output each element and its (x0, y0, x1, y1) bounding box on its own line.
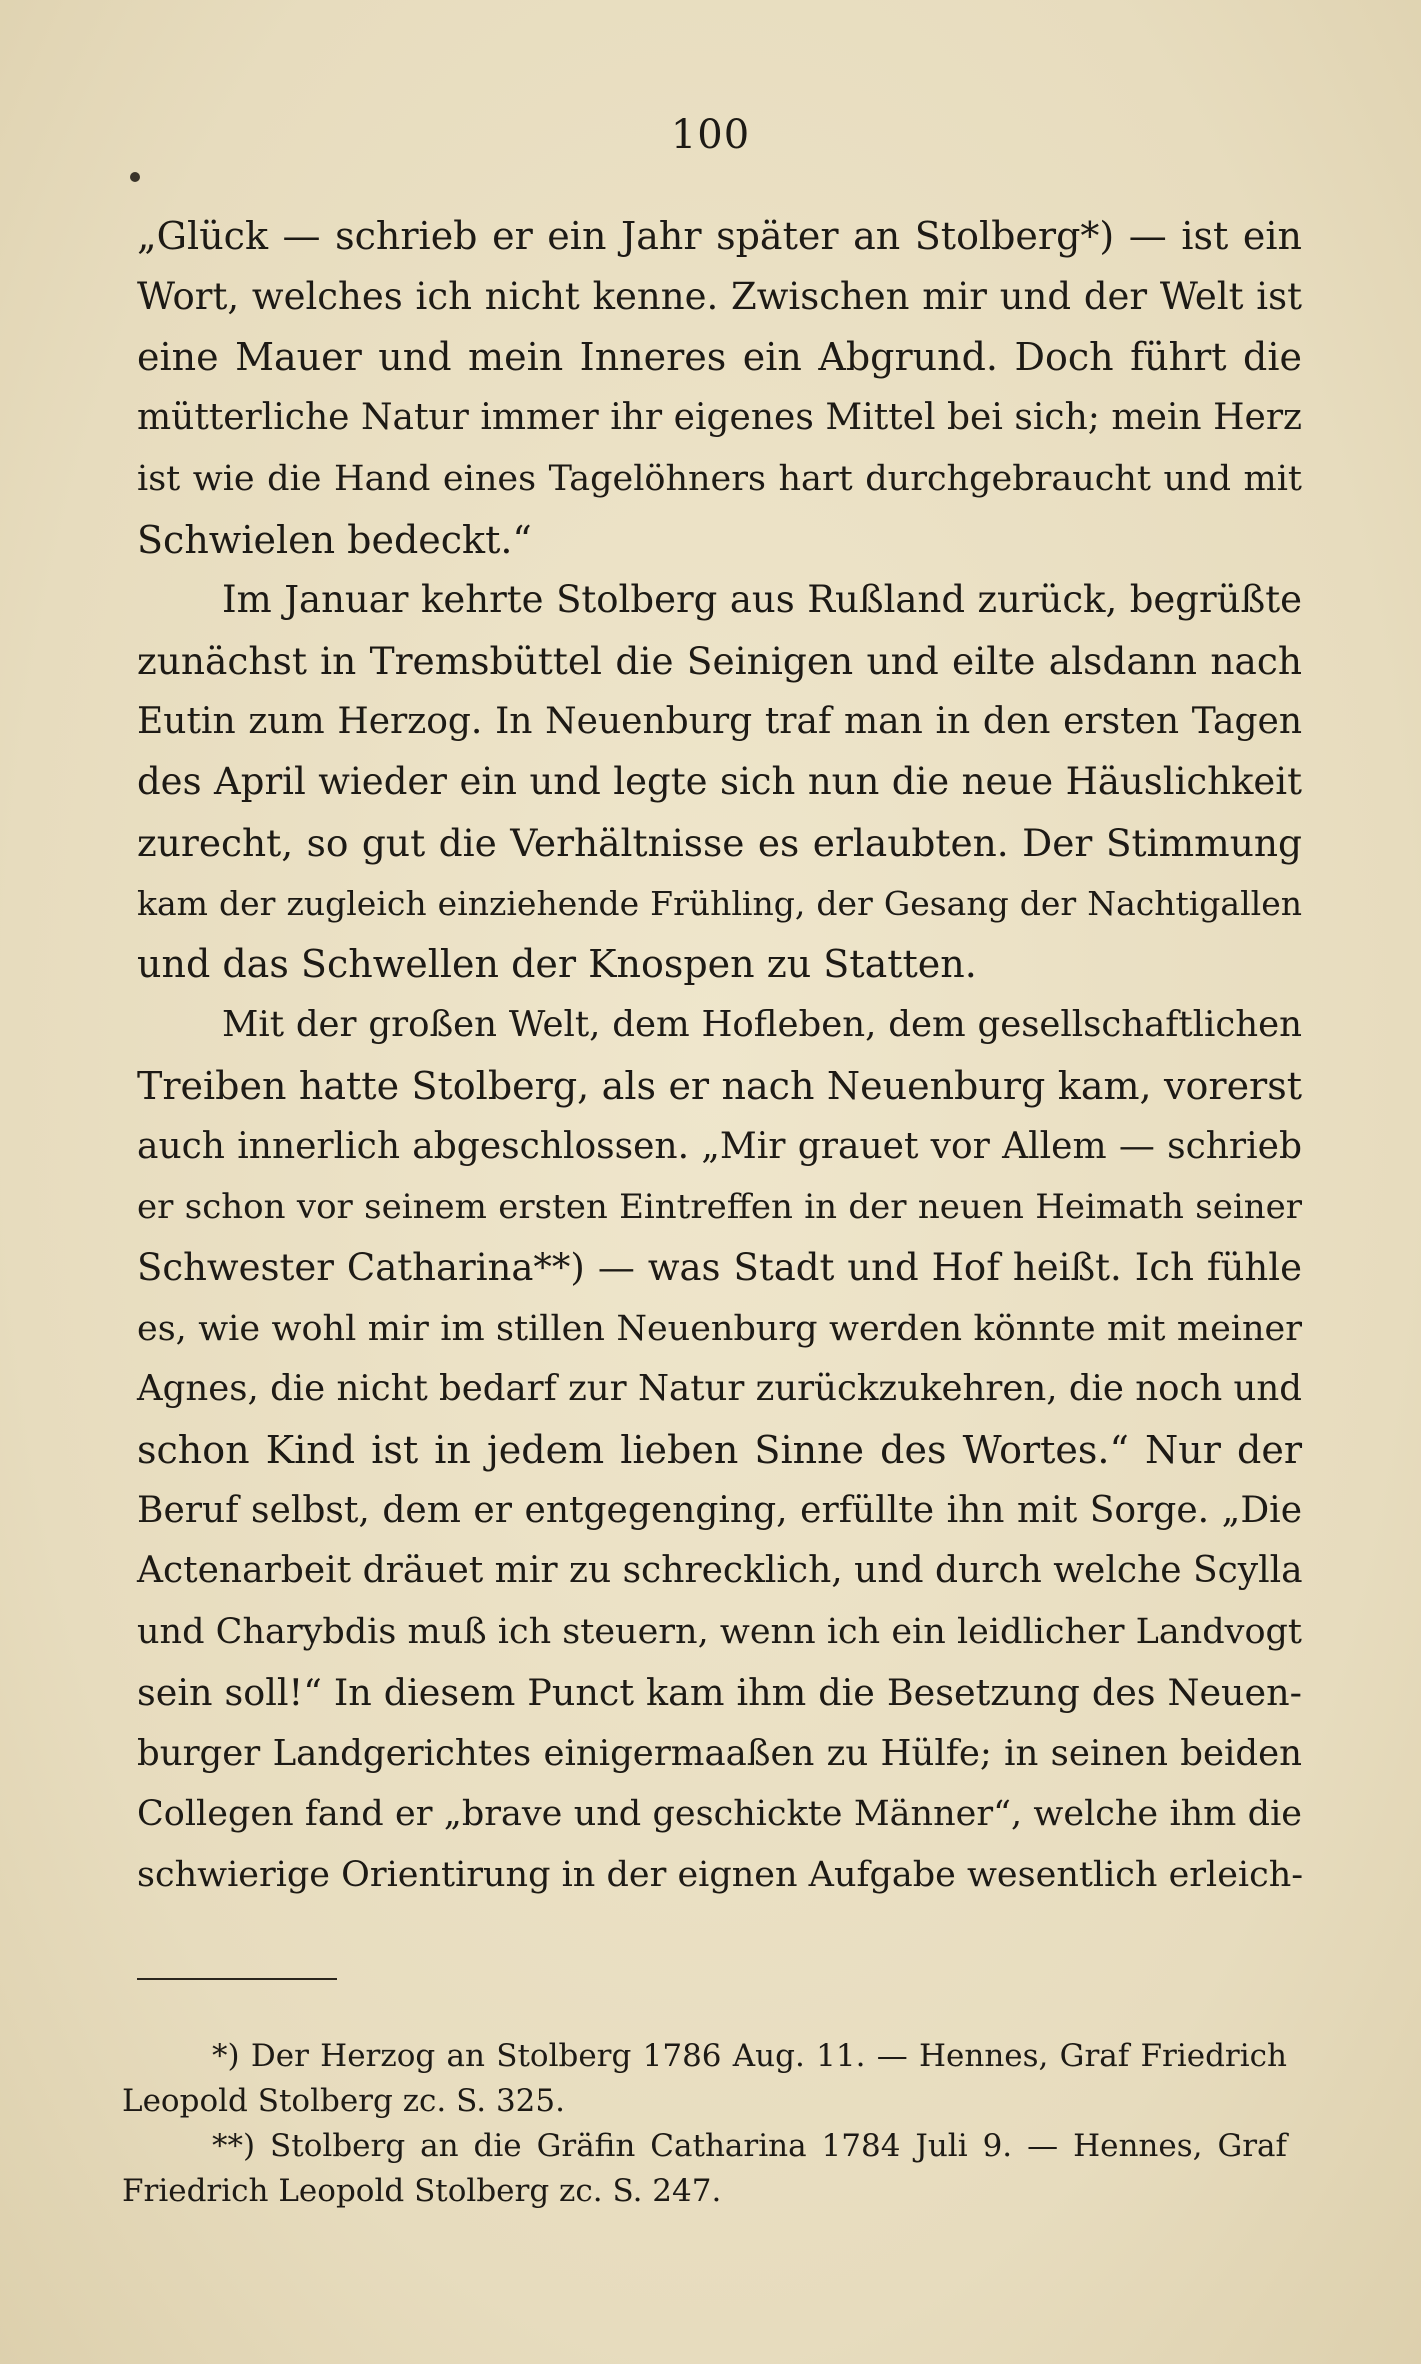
page-number: 100 (670, 112, 751, 158)
text-line: sein soll!“ In diesem Punct kam ihm die Besetzung des Neuen- (137, 1670, 1302, 1714)
text-line: Actenarbeit dräuet mir zu schrecklich, und durch welche Scylla (137, 1550, 1303, 1592)
text-line: Wort, welches ich nicht kenne. Zwischen mir und der Welt ist (137, 274, 1302, 318)
text-line: Eutin zum Herzog. In Neuenburg traf man in den ersten Tagen (137, 700, 1302, 742)
text-line: und Charybdis muß ich steuern, wenn ich ein leidlicher Landvogt (137, 1612, 1302, 1653)
footnote-line: *) Der Herzog an Stolberg 1786 Aug. 11. — Hennes, Graf Friedrich (212, 2038, 1287, 2074)
text-line: kam der zugleich einziehende Frühling, der Gesang der Nachtigallen (137, 883, 1302, 923)
text-line: ist wie die Hand eines Tagelöhners hart durchgebraucht und mit (137, 458, 1302, 499)
text-line: Im Januar kehrte Stolberg aus Rußland zurück, begrüßte (222, 578, 1302, 622)
text-line: zunächst in Tremsbüttel die Seinigen und eilte alsdann nach (137, 638, 1302, 683)
text-line: des April wieder ein und legte sich nun die neue Häuslichkeit (137, 760, 1302, 804)
text-line: zurecht, so gut die Verhältnisse es erlaubten. Der Stimmung (137, 821, 1302, 866)
text-line: es, wie wohl mir im stillen Neuenburg werden könnte mit meiner (137, 1308, 1302, 1349)
text-line: und das Schwellen der Knospen zu Statten. (137, 942, 977, 987)
text-line: eine Mauer und mein Inneres ein Abgrund. Doch führt die (137, 335, 1302, 380)
text-line: auch innerlich abgeschlossen. „Mir grauet vor Allem — schrieb (137, 1125, 1302, 1167)
text-line: „Glück — schrieb er ein Jahr später an Stolberg*) — ist ein (137, 214, 1302, 258)
text-line: Mit der großen Welt, dem Hofleben, dem gesellschaftlichen (222, 1004, 1302, 1046)
footnote-rule (137, 1978, 337, 1980)
footnote-line: Friedrich Leopold Stolberg zc. S. 247. (122, 2173, 722, 2209)
text-line: mütterliche Natur immer ihr eigenes Mittel bei sich; mein Herz (137, 397, 1302, 439)
footnote-line: **) Stolberg an die Gräfin Catharina 1784 Juli 9. — Hennes, Graf (212, 2128, 1287, 2164)
body-text (137, 206, 1302, 1906)
text-line: Collegen fand er „brave und geschickte Männer“, welche ihm die (137, 1794, 1302, 1835)
text-line: Agnes, die nicht bedarf zur Natur zurückzukehren, die noch und (137, 1368, 1302, 1410)
text-line: Beruf selbst, dem er entgegenging, erfüllte ihn mit Sorge. „Die (137, 1489, 1302, 1531)
text-line: schon Kind ist in jedem lieben Sinne des Wortes.“ Nur der (137, 1428, 1302, 1473)
text-line: Treiben hatte Stolberg, als er nach Neuenburg kam, vorerst (137, 1063, 1302, 1108)
text-line: Schwielen bedeckt.“ (137, 517, 532, 562)
footnotes (122, 2034, 1287, 2214)
text-line: Schwester Catharina**) — was Stadt und Hof heißt. Ich fühle (137, 1245, 1302, 1289)
text-line: schwierige Orientirung in der eignen Aufgabe wesentlich erleich- (137, 1854, 1304, 1895)
text-line: burger Landgerichtes einigermaaßen zu Hülfe; in seinen beiden (137, 1732, 1302, 1774)
footnote-line: Leopold Stolberg zc. S. 325. (122, 2083, 565, 2119)
text-line: er schon vor seinem ersten Eintreffen in der neuen Heimath seiner (137, 1187, 1302, 1228)
ink-speck (130, 172, 140, 182)
